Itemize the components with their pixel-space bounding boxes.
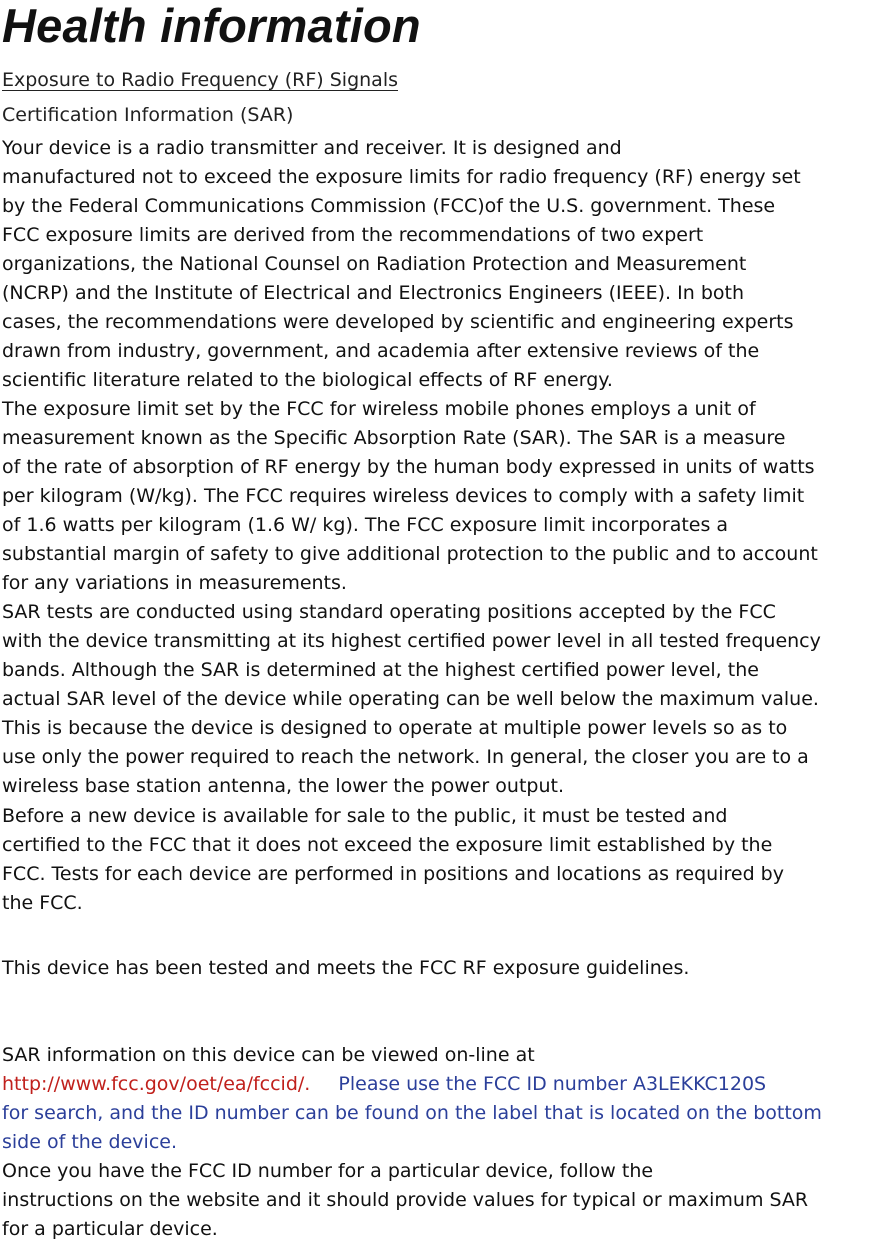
paragraph-sar-tests — [2, 598, 821, 801]
text-line: of 1.6 watts per kilogram (1.6 W/ kg). The FCC exposure limit incorporates a — [2, 514, 729, 536]
fcc-id-note: Please use the FCC ID number A3LEKKC120S — [338, 1073, 767, 1095]
text-line: organizations, the National Counsel on Radiation Protection and Measurement — [2, 253, 747, 275]
text-line: by the Federal Communications Commission (FCC)of the U.S. government. These — [2, 195, 776, 217]
sar-info-line — [2, 1070, 822, 1099]
section-title: Exposure to Radio Frequency (RF) Signals — [2, 69, 398, 91]
text-line: SAR tests are conducted using standard operating positions accepted by the FCC — [2, 601, 776, 623]
text-line: (NCRP) and the Institute of Electrical and Electronics Engineers (IEEE). In both — [2, 282, 744, 304]
text-line: for any variations in measurements. — [2, 572, 347, 594]
text-line: wireless base station antenna, the lower the power output. — [2, 775, 564, 797]
page-title: Health information — [2, 0, 421, 52]
text-line: instructions on the website and it should provide values for typical or maximum SAR — [2, 1189, 809, 1211]
paragraph-certification — [2, 802, 784, 918]
text-line: bands. Although the SAR is determined at the highest certified power level, the — [2, 659, 759, 681]
text-line: certified to the FCC that it does not exceed the exposure limit established by the — [2, 834, 773, 856]
text-line: cases, the recommendations were developed by scientific and engineering experts — [2, 311, 794, 333]
text-line: scientific literature related to the biological effects of RF energy. — [2, 369, 613, 391]
paragraph-rf-overview — [2, 134, 801, 395]
text-line: with the device transmitting at its highest certified power level in all tested frequency — [2, 630, 821, 652]
text-line: substantial margin of safety to give additional protection to the public and to account — [2, 543, 818, 565]
fcc-url-link[interactable]: http://www.fcc.gov/oet/ea/fccid/. — [2, 1073, 311, 1095]
text-line: FCC exposure limits are derived from the recommendations of two expert — [2, 224, 704, 246]
text-line: manufactured not to exceed the exposure limits for radio frequency (RF) energy set — [2, 166, 801, 188]
text-line: of the rate of absorption of RF energy by the human body expressed in units of watts — [2, 456, 815, 478]
fcc-id-note: for search, and the ID number can be found on the label that is located on the bottom — [2, 1102, 822, 1124]
text-line: This is because the device is designed to operate at multiple power levels so as to — [2, 717, 788, 739]
sar-info-intro: SAR information on this device can be viewed on-line at — [2, 1044, 535, 1066]
text-line: Once you have the FCC ID number for a particular device, follow the — [2, 1160, 654, 1182]
text-line: use only the power required to reach the network. In general, the closer you are to a — [2, 746, 809, 768]
text-line: Your device is a radio transmitter and receiver. It is designed and — [2, 137, 622, 159]
text-line: Before a new device is available for sale to the public, it must be tested and — [2, 805, 728, 827]
text-line: The exposure limit set by the FCC for wireless mobile phones employs a unit of — [2, 398, 756, 420]
section-subheading: Certification Information (SAR) — [2, 104, 294, 126]
text-line: per kilogram (W/kg). The FCC requires wireless devices to comply with a safety limit — [2, 485, 805, 507]
text-line: FCC. Tests for each device are performed in positions and locations as required by — [2, 863, 784, 885]
text-line: drawn from industry, government, and academia after extensive reviews of the — [2, 340, 760, 362]
text-line: the FCC. — [2, 892, 83, 914]
paragraph-sar-limit — [2, 395, 818, 598]
text-line: measurement known as the Specific Absorption Rate (SAR). The SAR is a measure — [2, 427, 786, 449]
text-line: for a particular device. — [2, 1218, 218, 1240]
paragraph-compliance — [2, 954, 689, 983]
paragraph-sar-info — [2, 1041, 822, 1244]
text-line: This device has been tested and meets the FCC RF exposure guidelines. — [2, 957, 690, 979]
text-line: actual SAR level of the device while operating can be well below the maximum value. — [2, 688, 819, 710]
fcc-id-note: side of the device. — [2, 1131, 177, 1153]
